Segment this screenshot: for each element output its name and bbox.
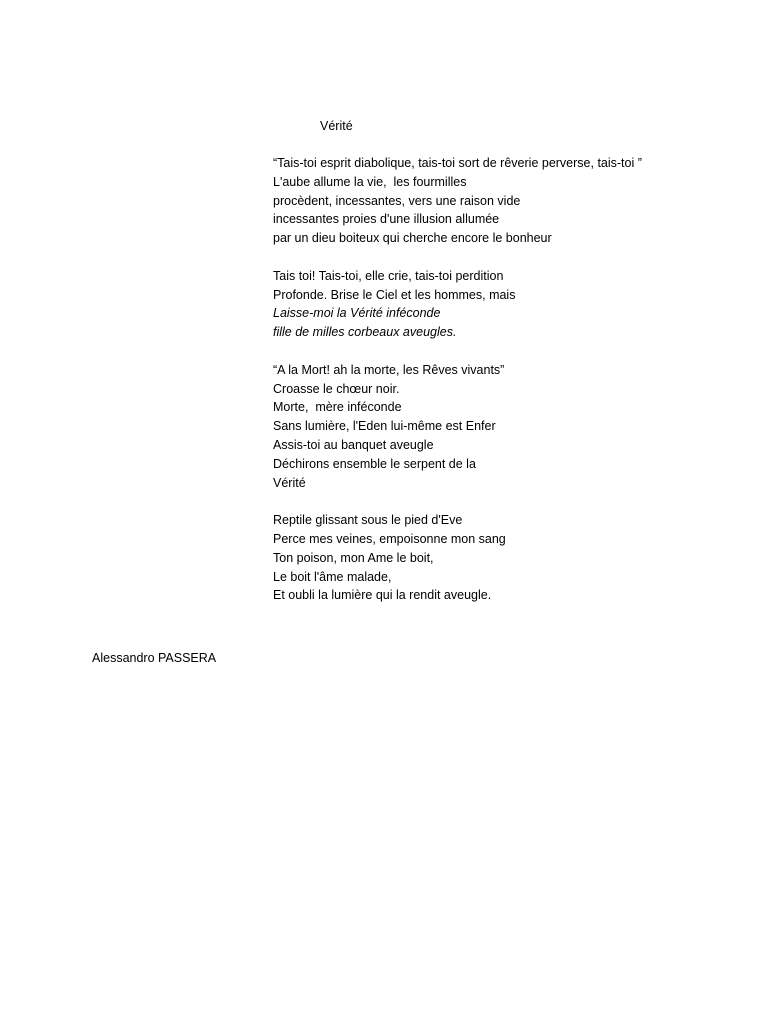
stanza-3: [273, 361, 743, 493]
poem-line: “Tais-toi esprit diabolique, tais-toi sort de rêverie perverse, tais-toi ”: [273, 156, 642, 170]
stanza-1: [273, 154, 743, 248]
poem-line: procèdent, incessantes, vers une raison vide: [273, 193, 521, 208]
poem-line: Profonde. Brise le Ciel et les hommes, mais: [273, 287, 516, 302]
poem-line: Vérité: [273, 475, 306, 490]
stanza-2: [273, 267, 743, 342]
poem-line: Tais toi! Tais-toi, elle crie, tais-toi perdition: [273, 268, 504, 283]
poem-line: Croasse le chœur noir.: [273, 381, 400, 396]
poem-line: incessantes proies d'une illusion allumée: [273, 212, 500, 227]
poem-line: Perce mes veines, empoisonne mon sang: [273, 531, 506, 546]
poem-line: par un dieu boiteux qui cherche encore le bonheur: [273, 231, 552, 246]
poem-line: Reptile glissant sous le pied d'Eve: [273, 513, 463, 528]
poem-line: Morte, mère inféconde: [273, 400, 402, 415]
poem-line: Déchirons ensemble le serpent de la: [273, 456, 476, 471]
poem-line: Le boit l'âme malade,: [273, 569, 392, 584]
poem-body: [273, 154, 743, 624]
poem-line: “A la Mort! ah la morte, les Rêves vivants”: [273, 362, 505, 377]
stanza-4: [273, 511, 743, 605]
poem-line: L'aube allume la vie, les fourmilles: [273, 174, 467, 189]
poem-line: Assis-toi au banquet aveugle: [273, 437, 434, 452]
poem-line: Ton poison, mon Ame le boit,: [273, 550, 434, 565]
poem-line: Sans lumière, l'Eden lui-même est Enfer: [273, 419, 496, 434]
poem-line: Laisse-moi la Vérité inféconde: [273, 306, 441, 321]
poem-title: Vérité: [320, 119, 353, 133]
poem-line: Et oubli la lumière qui la rendit aveugle.: [273, 588, 492, 603]
poem-line: fille de milles corbeaux aveugles.: [273, 325, 457, 340]
author-name: Alessandro PASSERA: [92, 651, 217, 665]
